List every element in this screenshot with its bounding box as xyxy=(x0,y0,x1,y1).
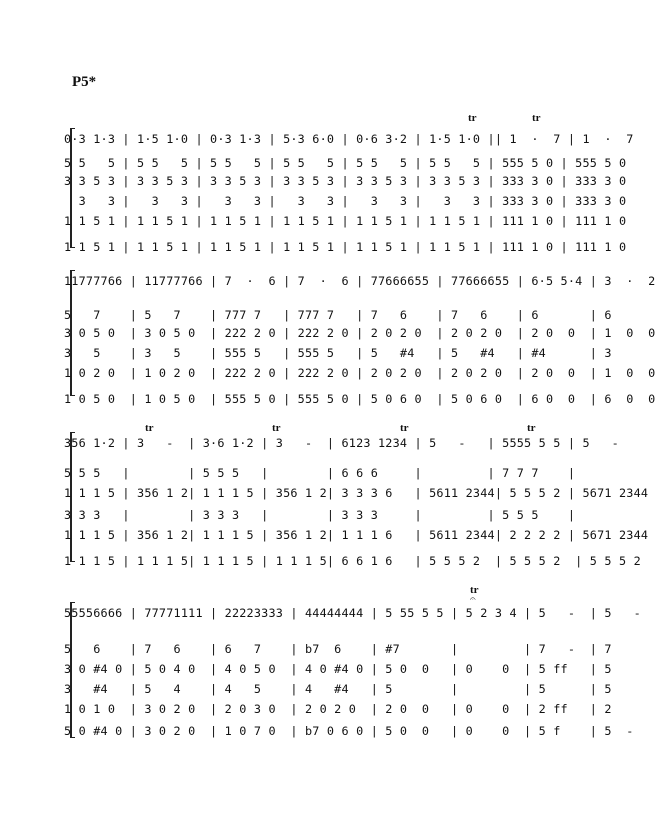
harmony-line: 1 1 5 1 | 1 1 5 1 | 1 1 5 1 | 1 1 5 1 | 1 1 5 1 | 1 1 5 1 | 111 1 0 | 111 1 0 xyxy=(64,214,627,228)
harmony-line: 1 0 1 0 | 3 0 2 0 | 2 0 3 0 | 2 0 2 0 | 2 0 0 | 0 0 | 2 ff | 2 xyxy=(64,702,612,716)
trill-mark: tr xyxy=(468,112,477,124)
harmony-line: 3 3 | 3 3 | 3 3 | 3 3 | 3 3 | 3 3 | 333 3 0 | 333 3 0 xyxy=(64,194,627,208)
melody-line: 55556666 | 77771111 | 22223333 | 44444444 | 5 55 5 5 | 5 2 3 4 | 5 - | 5 - xyxy=(64,606,641,620)
harmony-line: 1 0 2 0 | 1 0 2 0 | 222 2 0 | 222 2 0 | 2 0 2 0 | 2 0 2 0 | 2 0 0 | 1 0 0 xyxy=(64,366,656,380)
trill-mark: tr xyxy=(145,422,154,434)
trill-mark: tr xyxy=(400,422,409,434)
harmony-line: 3 3 3 | | 3 3 3 | | 3 3 3 | | 5 5 5 | xyxy=(64,508,576,522)
trill-mark: tr xyxy=(532,112,541,124)
harmony-line: 3 3 5 3 | 3 3 5 3 | 3 3 5 3 | 3 3 5 3 | 3 3 5 3 | 3 3 5 3 | 333 3 0 | 333 3 0 xyxy=(64,174,627,188)
melody-line: 11777766 | 11777766 | 7 · 6 | 7 · 6 | 77666655 | 77666655 | 6·5 5·4 | 3 · 2 xyxy=(64,274,656,288)
bass-line: 5 0 #4 0 | 3 0 2 0 | 1 0 7 0 | b7 0 6 0 | 5 0 0 | 0 0 | 5 f | 5 - xyxy=(64,724,634,738)
bass-line: 1 1 1 5 | 1 1 1 5| 1 1 1 5 | 1 1 1 5| 6 6 1 6 | 5 5 5 2 | 5 5 5 2 | 5 5 5 2 xyxy=(64,554,641,568)
trill-mark: tr xyxy=(272,422,281,434)
trill-mark: tr xyxy=(470,584,479,596)
harmony-line: 1 1 1 5 | 356 1 2| 1 1 1 5 | 356 1 2| 3 3 3 6 | 5611 2344| 5 5 5 2 | 5671 2344 xyxy=(64,486,649,500)
harmony-line: 3 0 #4 0 | 5 0 4 0 | 4 0 5 0 | 4 0 #4 0 | 5 0 0 | 0 0 | 5 ff | 5 xyxy=(64,662,612,676)
harmony-line: 3 0 5 0 | 3 0 5 0 | 222 2 0 | 222 2 0 | 2 0 2 0 | 2 0 2 0 | 2 0 0 | 1 0 0 xyxy=(64,326,656,340)
melody-line: 356 1·2 | 3 - | 3·6 1·2 | 3 - | 6123 1234 | 5 - | 5555 5 5 | 5 - xyxy=(64,436,619,450)
melody-line: 0·3 1·3 | 1·5 1·0 | 0·3 1·3 | 5·3 6·0 | 0·6 3·2 | 1·5 1·0 || 1 · 7 | 1 · 7 xyxy=(64,132,634,146)
harmony-line: 5 5 5 | | 5 5 5 | | 6 6 6 | | 7 7 7 | xyxy=(64,466,576,480)
harmony-line: 3 #4 | 5 4 | 4 5 | 4 #4 | 5 | | 5 | 5 xyxy=(64,682,612,696)
harmony-line: 5 5 5 | 5 5 5 | 5 5 5 | 5 5 5 | 5 5 5 | 5 5 5 | 555 5 0 | 555 5 0 xyxy=(64,156,627,170)
harmony-line: 5 7 | 5 7 | 777 7 | 777 7 | 7 6 | 7 6 | 6 | 6 xyxy=(64,308,612,322)
trill-mark: tr xyxy=(527,422,536,434)
harmony-line: 5 6 | 7 6 | 6 7 | b7 6 | #7 | | 7 - | 7 xyxy=(64,642,612,656)
harmony-line: 1 1 1 5 | 356 1 2| 1 1 1 5 | 356 1 2| 1 1 1 6 | 5611 2344| 2 2 2 2 | 5671 2344 xyxy=(64,528,649,542)
page-label: P5* xyxy=(72,74,97,90)
bass-line: 1 1 5 1 | 1 1 5 1 | 1 1 5 1 | 1 1 5 1 | 1 1 5 1 | 1 1 5 1 | 111 1 0 | 111 1 0 xyxy=(64,240,627,254)
fermata-icon: 𝄐 xyxy=(470,594,476,605)
harmony-line: 3 5 | 3 5 | 555 5 | 555 5 | 5 #4 | 5 #4 | #4 | 3 xyxy=(64,346,612,360)
bass-line: 1 0 5 0 | 1 0 5 0 | 555 5 0 | 555 5 0 | 5 0 6 0 | 5 0 6 0 | 6 0 0 | 6 0 0 xyxy=(64,392,656,406)
